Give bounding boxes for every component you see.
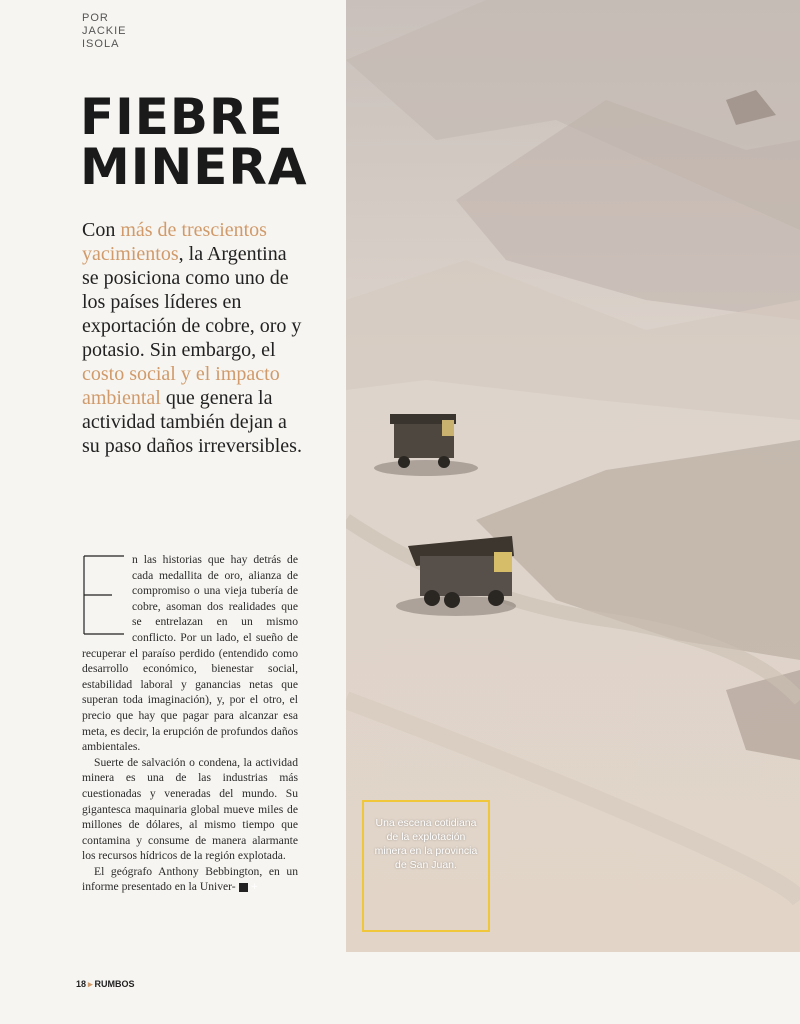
body-column <box>82 552 298 895</box>
folio-arrow-icon: ▸ <box>88 979 93 989</box>
lede-highlight-1: más de trescientos yacimientos <box>82 219 267 265</box>
body-paragraph-1-text: n las historias que hay detrás de cada medallita de oro, alianza de compromiso o una vieja tubería de cobre, asoman dos realidades que se entrelazan en un mismo conflicto. Por un lado, el sueño de recuperar el paraíso perdido (entendido como desarrollo económico, bienestar social, estabilidad laboral y ganancias netas que superan toda imaginación), y, por el otro, el precio que hay que pagar para alcanzar esa meta, es decir, la erupción de profundos daños ambientales. <box>82 553 298 754</box>
byline-first-name: JACKIE <box>82 25 127 37</box>
continue-mark-icon: + <box>239 883 248 892</box>
title-line-2: MINERA <box>80 138 308 196</box>
body-paragraph-1 <box>82 552 298 755</box>
body-paragraph-3 <box>82 864 298 895</box>
lede-part-2: , la Argentina se posiciona como uno de los países líderes en exportación de cobre, oro y potasio. Sin embargo, el <box>82 243 302 361</box>
lede-highlight-2: costo social y el impacto ambiental <box>82 363 280 409</box>
dropcap <box>82 554 126 636</box>
lede-part-1: Con <box>82 219 121 241</box>
dropcap-e-glyph <box>82 554 126 636</box>
title-line-1: FIEBRE <box>80 88 284 146</box>
byline-last-name: ISOLA <box>82 38 120 50</box>
folio <box>76 979 135 990</box>
page-number: 18 <box>76 979 87 989</box>
body-paragraph-3-text: El geógrafo Anthony Bebbington, en un informe presentado en la Univer- <box>82 864 298 894</box>
byline <box>82 12 127 51</box>
lede-part-3: que genera la actividad también dejan a su paso daños irreversibles. <box>82 387 302 457</box>
body-paragraph-2: Suerte de salvación o condena, la actividad minera es una de las industrias más cuestionadas y veneradas del mundo. Su gigantesca maquinaria global mueve miles de millones de dólares, al mismo tiempo que contamina y consume de manera alarmante los recursos hídricos de la región explotada. <box>82 755 298 863</box>
photo-caption: Una escena cotidiana de la explotación minera en la provincia de San Juan. <box>374 817 478 871</box>
byline-prefix: POR <box>82 12 109 24</box>
article-title <box>80 88 308 196</box>
lede-paragraph <box>82 218 302 458</box>
magazine-name: RUMBOS <box>94 979 135 989</box>
